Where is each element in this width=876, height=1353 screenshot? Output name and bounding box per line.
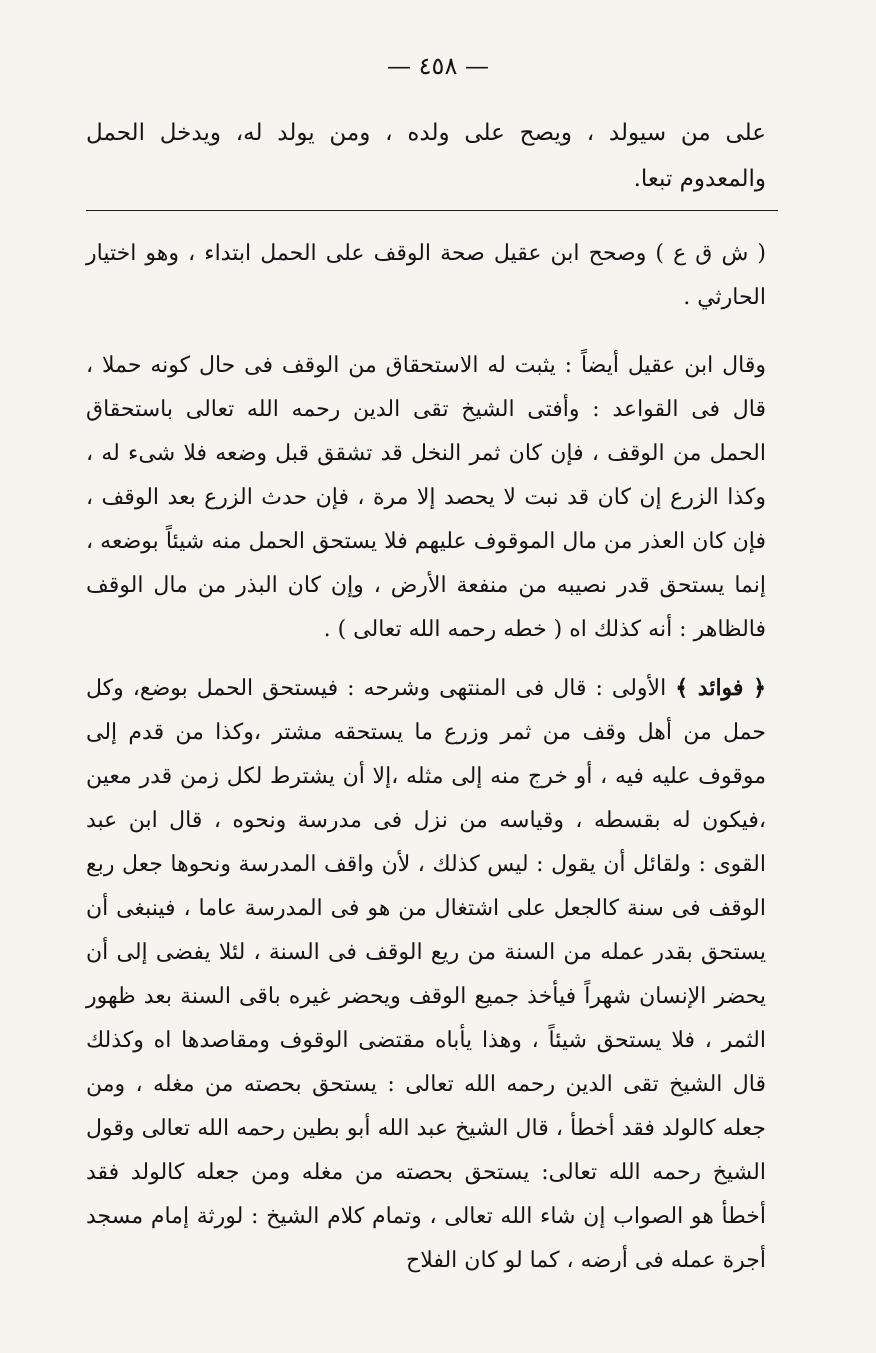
page-number: — ٤٥٨ — <box>387 52 489 80</box>
footnote-heading: ﴿ فوائد ﴾ <box>675 675 767 701</box>
footnote-paragraph <box>86 344 766 652</box>
footnote-paragraph <box>86 232 766 320</box>
footnote-text: وقال ابن عقيل أيضاً : يثبت له الاستحقاق من الوقف فى حال كونه حملا ، قال فى القواعد : وأفتى الشيخ تقى الدين رحمه الله تعالى باستحقاق الحمل من الوقف ، فإن كان ثمر النخل قد تشقق قبل وضعه فلا شىء له ، وكذا الزرع إن كان قد نبت لا يحصد إلا مرة ، فإن حدث الزرع بعد الوقف ، فإن كان العذر من مال الموقوف عليهم فلا يستحق الحمل منه شيئاً بوضعه ، إنما يستحق قدر نصيبه من منفعة الأرض ، وإن كان البذر من مال الوقف فالظاهر : أنه كذلك اه ( خطه رحمه الله تعالى ) . <box>86 353 766 642</box>
footnote-text: ( ش ق ع ) وصحح ابن عقيل صحة الوقف على الحمل ابتداء ، وهو اختيار الحارثي . <box>86 241 766 310</box>
main-text: على من سيولد ، ويصح على ولده ، ومن يولد له، ويدخل الحمل والمعدوم تبعا. <box>86 120 766 192</box>
footnote-text: الأولى : قال فى المنتهى وشرحه : فيستحق الحمل بوضع، وكل حمل من أهل وقف من ثمر وزرع ما يستحقه مشتر ،وكذا من قدم إلى موقوف عليه فيه ، أو خرج منه إلى مثله ،إلا أن يشترط لكل زمن قدر معين ،فيكون له بقسطه ، وقياسه من نزل فى مدرسة ونحوه ، قال ابن عبد القوى : ولقائل أن يقول : ليس كذلك ، لأن واقف المدرسة ونحوها جعل ربع الوقف فى سنة كالجعل على اشتغال من هو فى المدرسة عاما ، فينبغى أن يستحق بقدر عمله من السنة من ريع الوقف فى السنة ، لئلا يفضى إلى أن يحضر الإنسان شهراً فيأخذ جميع الوقف ويحضر غيره باقى السنة بعد ظهور الثمر ، فلا يستحق شيئاً ، وهذا يأباه مقتضى الوقوف ومقاصدها اه وكذلك قال الشيخ تقى الدين رحمه الله تعالى : يستحق بحصته من مغله ، ومن جعله كالولد فقد أخطأ ، قال الشيخ عبد الله أبو بطين رحمه الله تعالى وقول الشيخ رحمه الله تعالى: يستحق بحصته من مغله ومن جعله كالولد فقد أخطأ هو الصواب إن شاء الله تعالى ، وتمام كلام الشيخ : لورثة إمام مسجد أجرة عمله فى أرضه ، كما لو كان الفلاح <box>86 676 766 1273</box>
footnote-divider <box>86 210 778 211</box>
footnote-paragraph <box>86 666 766 1283</box>
